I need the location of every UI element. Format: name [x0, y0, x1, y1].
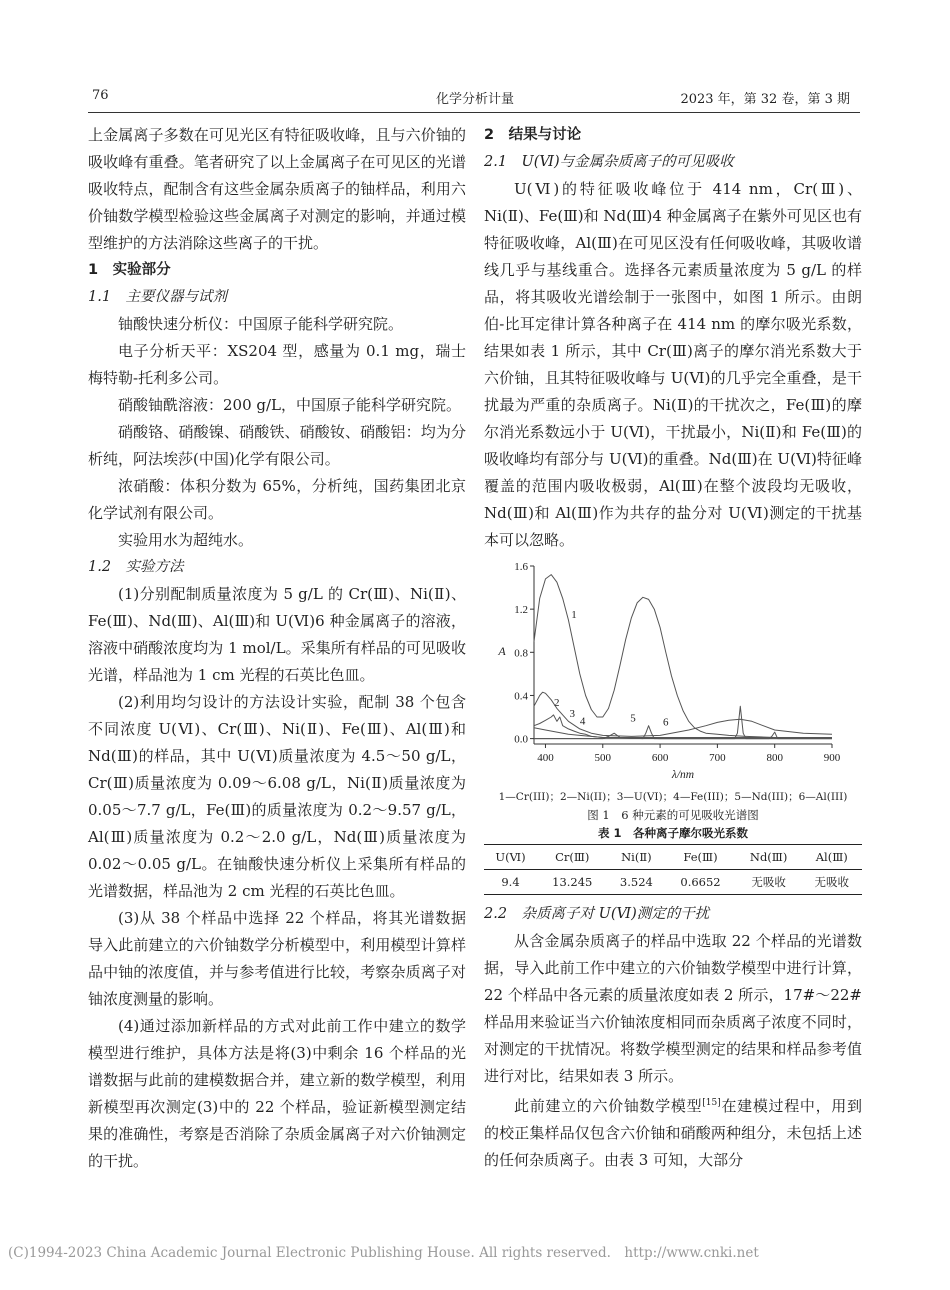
method-step-2: (2)利用均匀设计的方法设计实验，配制 38 个包含不同浓度 U(Ⅵ)、Cr(Ⅲ)、Ni(Ⅱ)、Fe(Ⅲ)、Al(Ⅲ)和 Nd(Ⅲ)的样品，其中 U(Ⅵ)质量浓度为 4.5～50 g/L，Cr(Ⅲ)质量浓度为 0.09～6.08 g/L，Ni(Ⅱ)质量浓度为 0.05～7.7 g/L，Fe(Ⅲ)的质量浓度为 0.2～9.57 g/L，Al(Ⅲ)质量浓度为 0.2～2.0 g/L，Nd(Ⅲ)质量浓度为 0.02～0.05 g/L。在铀酸快速分析仪上采集所有样品的光谱数据，样品池为 2 cm 光程的石英比色皿。: [88, 693, 466, 900]
table-header-cell: Ni(Ⅱ): [621, 850, 652, 864]
y-tick-label: 0.0: [514, 733, 528, 746]
curve-label-1: 1: [571, 608, 577, 621]
reagent-balance: 电子分析天平：XS204 型，感量为 0.1 mg，瑞士梅特勒-托利多公司。: [88, 342, 466, 387]
x-tick-label: 800: [766, 752, 783, 764]
reagent-water: 实验用水为超纯水。: [118, 531, 254, 549]
section-1-2-heading: 1.2 实验方法: [88, 559, 184, 575]
molar-absorptivity-table: [484, 844, 862, 895]
left-column: [88, 122, 466, 1175]
y-axis-label: A: [498, 644, 506, 658]
table-1-title: 表 1 各种离子摩尔吸光系数: [597, 826, 748, 840]
y-tick-label: 0.8: [514, 647, 528, 660]
section-2-2-paragraph-1: 从含金属杂质离子的样品中选取 22 个样品的光谱数据，导入此前工作中建立的六价铀数学模型中进行计算，22 个样品中各元素的质量浓度如表 2 所示，17#～22#样品用来验证当六价铀浓度相同而杂质离子浓度不同时，对测定的干扰情况。将数学模型测定的结果和样品参考值进行对比，结果如表 3 所示。: [484, 932, 862, 1085]
table-cell: 无吸收: [751, 875, 786, 889]
y-tick-label: 1.6: [514, 561, 528, 573]
table-header-cell: Fe(Ⅲ): [683, 850, 718, 864]
x-tick-label: 400: [537, 752, 554, 764]
figure-legend: 1—Cr(III)；2—Ni(II)；3—U(VI)；4—Fe(III)；5—Nd(III)；6—Al(III): [498, 791, 848, 803]
section-2-1-paragraph: U(Ⅵ)的特征吸收峰位于 414 nm，Cr(Ⅲ)、Ni(Ⅱ)、Fe(Ⅲ)和 Nd(Ⅲ)4 种金属离子在紫外可见区也有特征吸收峰，Al(Ⅲ)在可见区没有任何吸收峰，其吸收谱线几乎与基线重合。选择各元素质量浓度为 5 g/L 的样品，将其吸收光谱绘制于一张图中，如图 1 所示。由朗伯-比耳定律计算各种离子在 414 nm 的摩尔吸光系数，结果如表 1 所示，其中 Cr(Ⅲ)离子的摩尔消光系数大于六价铀，且其特征吸收峰与 U(Ⅵ)的几乎完全重叠，是干扰最为严重的杂质离子。Ni(Ⅱ)的干扰次之，Fe(Ⅲ)的摩尔消光系数远小于 U(Ⅵ)，干扰最小，Ni(Ⅱ)和 Fe(Ⅲ)的吸收峰均有部分与 U(Ⅵ)的重叠。Nd(Ⅲ)在 U(Ⅵ)特征峰覆盖的范围内吸收极弱，Al(Ⅲ)在整个波段均无吸收，Nd(Ⅲ)和 Al(Ⅲ)作为共存的盐分对 U(Ⅵ)测定的干扰基本可以忽略。: [484, 180, 862, 549]
table-cell: 0.6652: [680, 875, 721, 889]
curve-label-5: 5: [630, 712, 636, 725]
table-cell: 3.524: [619, 875, 653, 889]
x-axis-label: λ/nm: [671, 769, 695, 781]
curve-label-4: 4: [579, 715, 586, 728]
x-tick-label: 700: [709, 752, 726, 764]
spectrum-chart: [484, 556, 862, 788]
table-header-row: [484, 845, 862, 870]
method-step-4: (4)通过添加新样品的方式对此前工作中建立的数学模型进行维护，具体方法是将(3)中剩余 16 个样品的光谱数据与此前的建模数据合并，建立新的数学模型，利用新模型再次测定(3)中的 22 个样品，验证新模型测定结果的准确性，考察是否消除了杂质金属离子对六价铀测定的干扰。: [88, 1017, 466, 1170]
series-line-2: [534, 692, 832, 736]
reagent-nitrates: 硝酸铬、硝酸镍、硝酸铁、硝酸钕、硝酸铝：均为分析纯，阿法埃莎(中国)化学有限公司。: [88, 423, 466, 468]
intro-paragraph: 上金属离子多数在可见光区有特征吸收峰，且与六价铀的吸收峰有重叠。笔者研究了以上金属离子在可见区的光谱吸收特点，配制含有这些金属杂质离子的铀样品，利用六价铀数学模型检验这些金属离子对测定的影响，并通过模型维护的方法消除这些离子的干扰。: [88, 126, 466, 252]
section-1-heading: 1 实验部分: [88, 262, 171, 278]
y-tick-label: 0.4: [514, 690, 528, 703]
table-header-cell: Al(Ⅲ): [815, 850, 848, 864]
method-step-1: (1)分别配制质量浓度为 5 g/L 的 Cr(Ⅲ)、Ni(Ⅱ)、Fe(Ⅲ)、Nd(Ⅲ)、Al(Ⅲ)和 U(Ⅵ)6 种金属离子的溶液，溶液中硝酸浓度均为 1 mol/L。采集所有样品的可见吸收光谱，样品池为 1 cm 光程的石英比色皿。: [88, 585, 466, 684]
section-2-heading: 2 结果与讨论: [484, 127, 582, 143]
table-row: [484, 870, 862, 895]
right-column: [484, 122, 862, 1174]
series-line-1: [534, 575, 832, 738]
table-cell: 13.245: [552, 875, 593, 889]
section-1-1-heading: 1.1 主要仪器与试剂: [88, 289, 228, 305]
copyright-footer: (C)1994-2023 China Academic Journal Electronic Publishing House. All rights reserved. http://www.cnki.net: [8, 1245, 759, 1261]
reagent-hno3: 浓硝酸：体积分数为 65%，分析纯，国药集团北京化学试剂有限公司。: [88, 477, 466, 522]
series-line-3: [534, 715, 832, 738]
journal-name: 化学分析计量: [435, 92, 514, 107]
method-step-3: (3)从 38 个样品中选择 22 个样品，将其光谱数据导入此前建立的六价铀数学分析模型中，利用模型计算样品中铀的浓度值，并与参考值进行比较，考察杂质离子对铀浓度测量的影响。: [88, 909, 466, 1008]
section-2-2-heading: 2.2 杂质离子对 U(Ⅵ)测定的干扰: [484, 906, 710, 922]
paragraph-text: 在建模过程中，用到的校正集样品仅包含六价铀和硝酸两种组分，未包括上述的任何杂质离子。由表 3 可知，大部分: [484, 1097, 862, 1169]
curve-label-2: 2: [554, 697, 560, 710]
reagent-uranyl: 硝酸铀酰溶液：200 g/L，中国原子能科学研究院。: [118, 396, 462, 414]
citation: [15]: [702, 1098, 721, 1108]
curve-label-3: 3: [569, 708, 576, 721]
x-tick-label: 600: [651, 752, 669, 764]
paragraph-text: 此前建立的六价铀数学模型: [514, 1097, 703, 1115]
chart-labels: [554, 609, 669, 729]
table-header-cell: Cr(Ⅲ): [555, 850, 590, 864]
y-tick-label: 1.2: [514, 604, 528, 617]
x-tick-label: 500: [594, 752, 612, 764]
header-rule: [88, 112, 860, 113]
chart-series: [534, 575, 832, 739]
table-header-cell: U(Ⅵ): [495, 850, 526, 864]
chart-axes: [497, 561, 840, 781]
section-2-1-heading: 2.1 U(Ⅵ)与金属杂质离子的可见吸收: [484, 154, 734, 170]
table-cell: 9.4: [501, 875, 520, 889]
issue-info: 2023 年，第 32 卷，第 3 期: [680, 92, 850, 107]
x-tick-label: 900: [823, 752, 841, 764]
reagent-analyzer: 铀酸快速分析仪：中国原子能科学研究院。: [118, 315, 404, 333]
section-2-2-paragraph-2: [484, 1090, 862, 1174]
table-header-cell: Nd(Ⅲ): [749, 850, 788, 864]
figure-caption: 图 1 6 种元素的可见吸收光谱图: [587, 808, 759, 822]
table-cell: 无吸收: [814, 875, 849, 889]
curve-label-6: 6: [662, 716, 669, 729]
page-number: 76: [92, 88, 109, 103]
